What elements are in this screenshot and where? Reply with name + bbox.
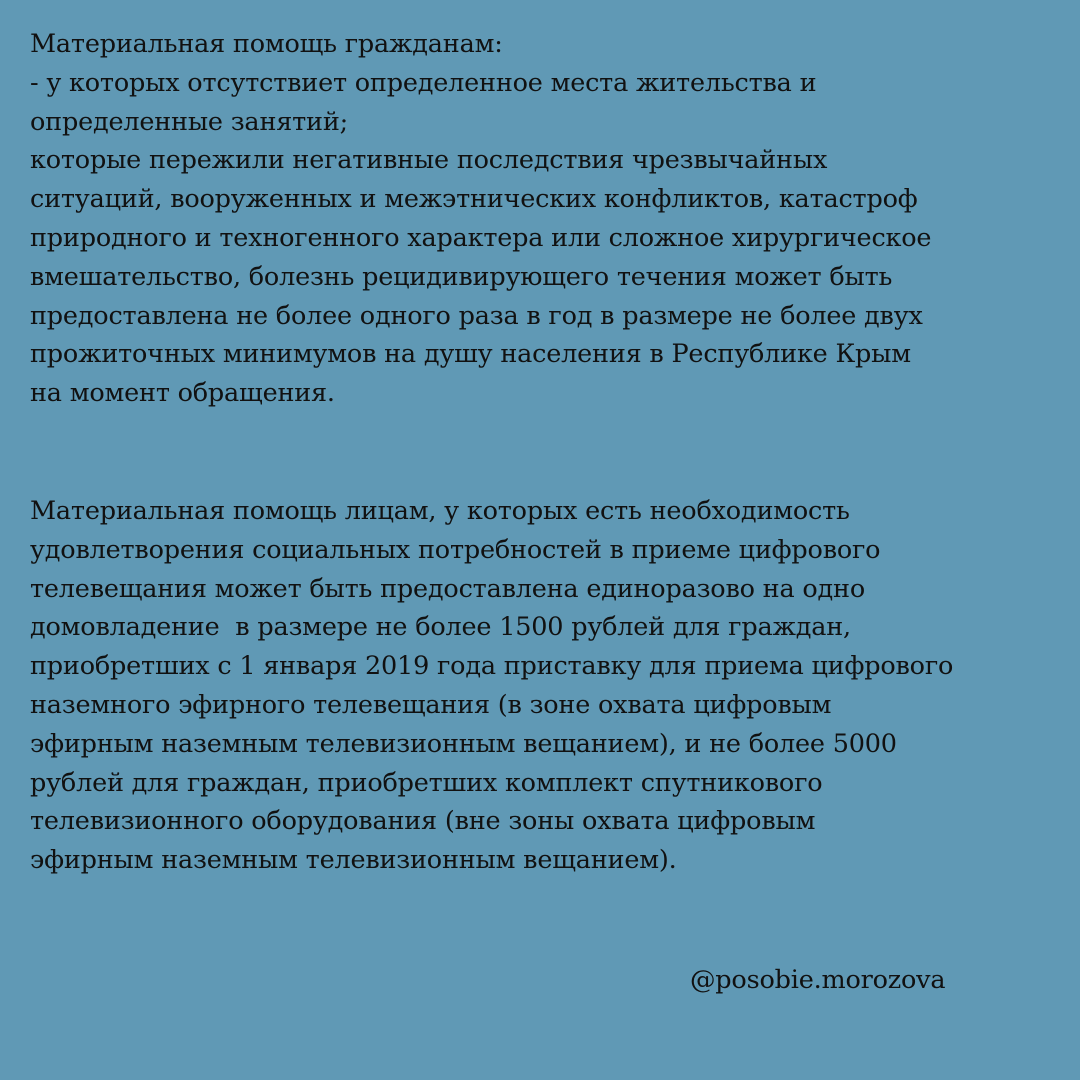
paragraph-line: Материальная помощь лицам, у которых есть необходимость (30, 496, 850, 526)
paragraph-line: приобретших с 1 января 2019 года приставку для приема цифрового (30, 651, 954, 682)
paragraph-line: которые пережили негативные последствия чрезвычайных (30, 145, 828, 176)
paragraph-line: ситуаций, вооруженных и межэтнических конфликтов, катастроф (30, 184, 918, 215)
paragraph-line: наземного эфирного телевещания (в зоне охвата цифровым (30, 689, 832, 720)
paragraph-line: вмешательство, болезнь рецидивирующего течения может быть (30, 261, 893, 292)
paragraph-line: удовлетворения социальных потребностей в приеме цифрового (30, 534, 881, 565)
paragraph-line: природного и техногенного характера или сложное хирургическое (30, 222, 932, 253)
paragraph-line: - у которых отсутствиет определенное места жительства и (30, 67, 817, 98)
paragraph-line: предоставлена не более одного раза в год в размере не более двух (30, 300, 923, 331)
paragraph-citizens-aid (30, 25, 1060, 413)
paragraph-line: рублей для граждан, приобретших комплект спутникового (30, 767, 823, 798)
paragraph-line: эфирным наземным телевизионным вещанием). (30, 845, 677, 876)
paragraph-line: телевещания может быть предоставлена единоразово на одно (30, 573, 865, 604)
author-handle: @posobie.morozova (690, 965, 946, 995)
paragraph-line: эфирным наземным телевизионным вещанием), и не более 5000 (30, 728, 897, 759)
paragraph-line: телевизионного оборудования (вне зоны охвата цифровым (30, 806, 816, 837)
paragraph-line: на момент обращения. (30, 378, 335, 409)
paragraph-line: Материальная помощь гражданам: (30, 29, 503, 59)
paragraph-digital-tv-aid (30, 492, 1060, 880)
paragraph-line: домовладение в размере не более 1500 рублей для граждан, (30, 612, 851, 643)
paragraph-line: определенные занятий; (30, 106, 349, 137)
paragraph-line: прожиточных минимумов на душу населения в Республике Крым (30, 339, 911, 370)
